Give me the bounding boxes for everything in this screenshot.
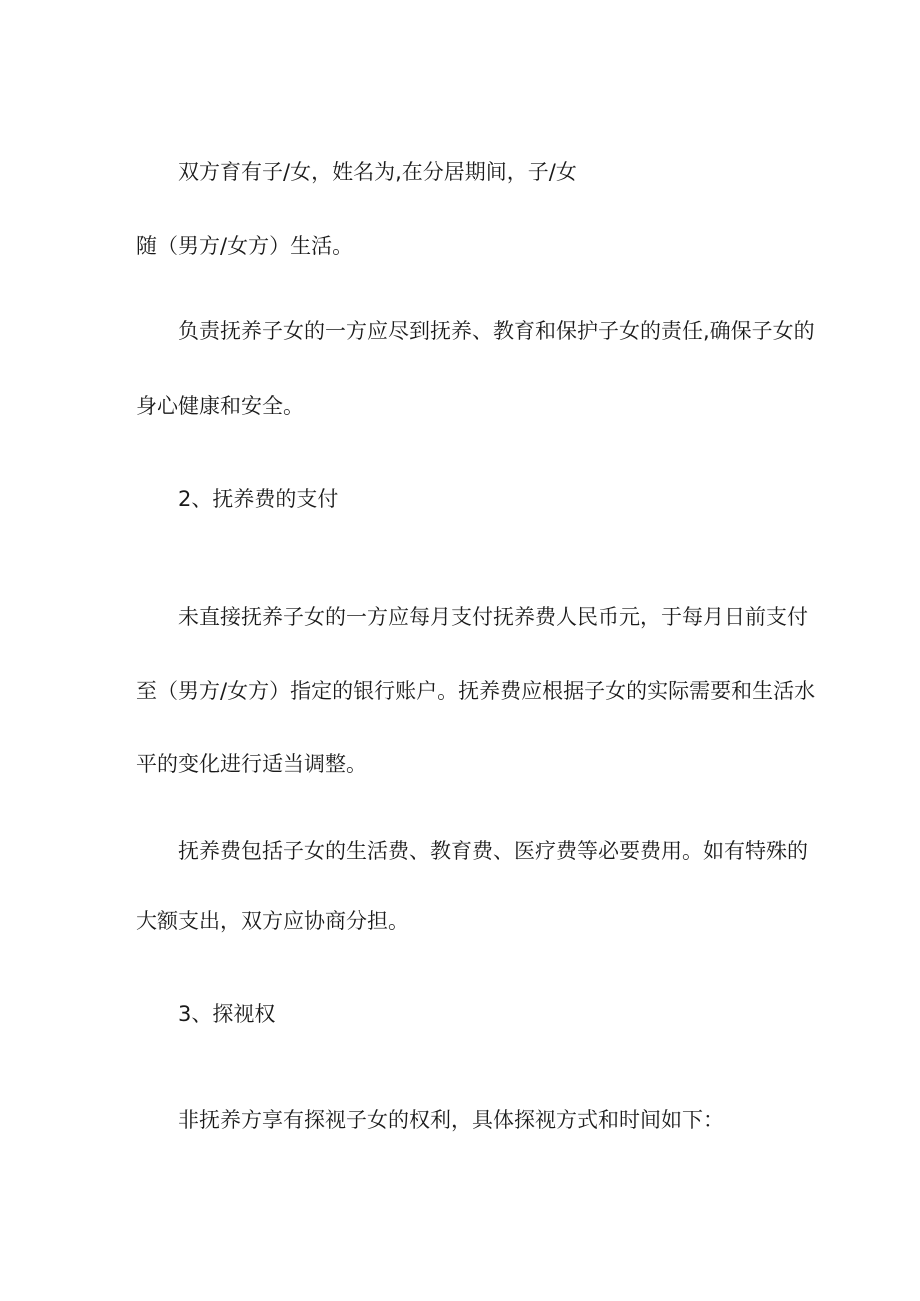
paragraph-expenses-line-1: 抚养费包括子女的生活费、教育费、医疗费等必要费用。如有特殊的 bbox=[178, 839, 808, 863]
paragraph-payment-line-2: 至（男方/女方）指定的银行账户。抚养费应根据子女的实际需要和生活水 bbox=[136, 679, 816, 703]
paragraph-responsibility-line-1: 负责抚养子女的一方应尽到抚养、教育和保护子女的责任,确保子女的 bbox=[178, 319, 815, 343]
paragraph-visitation-line-1: 非抚养方享有探视子女的权利，具体探视方式和时间如下： bbox=[178, 1108, 724, 1132]
paragraph-payment-line-3: 平的变化进行适当调整。 bbox=[136, 752, 367, 776]
paragraph-expenses-line-2: 大额支出，双方应协商分担。 bbox=[136, 909, 409, 933]
paragraph-custody-line-1: 双方育有子/女，姓名为,在分居期间，子/女 bbox=[178, 160, 577, 184]
paragraph-payment-line-1: 未直接抚养子女的一方应每月支付抚养费人民币元，于每月日前支付 bbox=[178, 605, 808, 629]
section-heading-visitation: 3、探视权 bbox=[178, 1002, 276, 1026]
paragraph-custody-line-2: 随（男方/女方）生活。 bbox=[136, 234, 354, 258]
paragraph-responsibility-line-2: 身心健康和安全。 bbox=[136, 394, 304, 418]
section-heading-support-payment: 2、抚养费的支付 bbox=[178, 487, 339, 511]
